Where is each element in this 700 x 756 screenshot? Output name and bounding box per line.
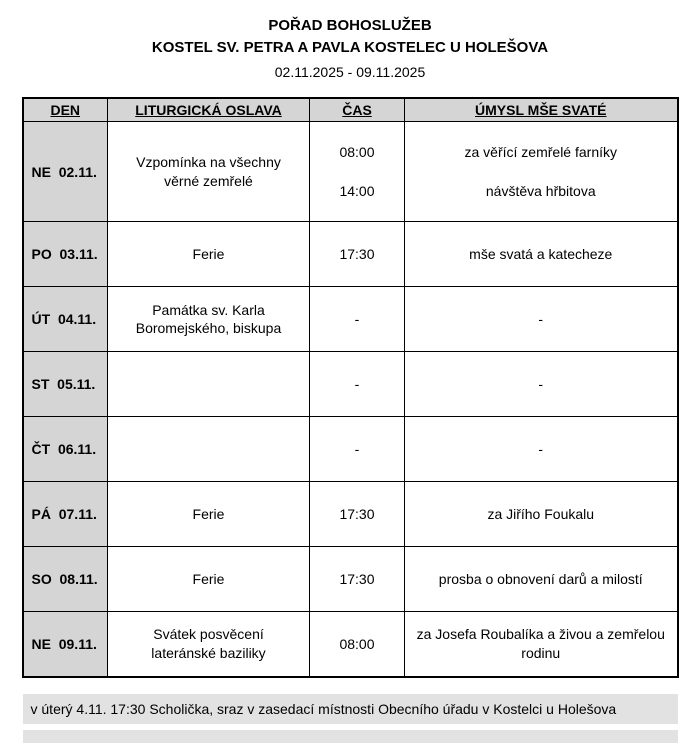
cell-time [310,352,405,417]
schedule-body [23,122,678,677]
cell-celebration: Ferie [108,547,310,612]
cell-intention [405,417,678,482]
column-header-day: DEN [23,98,108,122]
table-row [23,122,678,222]
cell-intention [405,222,678,287]
time-value: 17:30 [339,505,375,522]
cell-intention [405,612,678,677]
cell-day: NE 02.11. [23,122,108,222]
intention-value: - [538,375,544,392]
table-header [23,98,678,122]
cell-celebration [108,352,310,417]
cell-celebration [108,417,310,482]
table-row [23,417,678,482]
time-value: - [354,440,360,457]
cell-day: PÁ 07.11. [23,482,108,547]
cell-intention [405,482,678,547]
cell-intention [405,287,678,352]
intention-value: - [538,310,544,327]
time-value: 08:00 [339,144,375,161]
time-value: 17:30 [339,570,375,587]
cell-celebration: Svátek posvěcení lateránské baziliky [108,612,310,677]
cell-day: NE 09.11. [23,612,108,677]
title-block [0,16,700,81]
intention-value: - [538,440,544,457]
time-value: - [354,375,360,392]
table-row [23,222,678,287]
cell-day: ČT 06.11. [23,417,108,482]
cell-day: ÚT 04.11. [23,287,108,352]
intention-value: prosba o obnovení darů a milostí [438,570,643,587]
intention-value: návštěva hřbitova [485,182,596,199]
cell-time [310,547,405,612]
table-row [23,287,678,352]
cell-time [310,417,405,482]
table-row [23,547,678,612]
table-row [23,612,678,677]
document-subtitle: KOSTEL SV. PETRA A PAVLA KOSTELEC U HOLEŠOVA [151,39,549,57]
cell-time [310,222,405,287]
footer-note: v úterý 4.11. 17:30 Scholička, sraz v zasedací místnosti Obecního úřadu v Kostelci u Holešova [23,694,678,724]
intention-value: za věřící zemřelé farníky [464,144,617,161]
cell-intention [405,547,678,612]
document-title: POŘAD BOHOSLUŽEB [268,17,432,34]
cell-day: SO 08.11. [23,547,108,612]
date-range: 02.11.2025 - 09.11.2025 [274,63,426,80]
column-header-time: ČAS [310,98,405,122]
footer-strip [23,730,678,743]
cell-time [310,482,405,547]
cell-celebration: Vzpomínka na všechny věrné zemřelé [108,122,310,222]
cell-celebration: Ferie [108,222,310,287]
cell-day: ST 05.11. [23,352,108,417]
cell-celebration: Památka sv. Karla Boromejského, biskupa [108,287,310,352]
cell-time [310,287,405,352]
table-row [23,352,678,417]
intention-value: za Jiřího Foukalu [487,505,595,522]
intention-value: za Josefa Roubalíka a živou a zemřelou rodinu [416,626,665,662]
cell-day: PO 03.11. [23,222,108,287]
cell-time [310,612,405,677]
cell-intention [405,352,678,417]
cell-celebration: Ferie [108,482,310,547]
table-header-row [23,98,678,122]
intention-value: mše svatá a katecheze [469,245,613,262]
cell-time [310,122,405,222]
time-value: 08:00 [339,635,375,652]
time-value: - [354,310,360,327]
column-header-intention: ÚMYSL MŠE SVATÉ [405,98,678,122]
time-value: 17:30 [339,245,375,262]
schedule-table [22,97,679,678]
time-value: 14:00 [339,182,375,199]
table-row [23,482,678,547]
cell-intention [405,122,678,222]
column-header-celebration: LITURGICKÁ OSLAVA [108,98,310,122]
